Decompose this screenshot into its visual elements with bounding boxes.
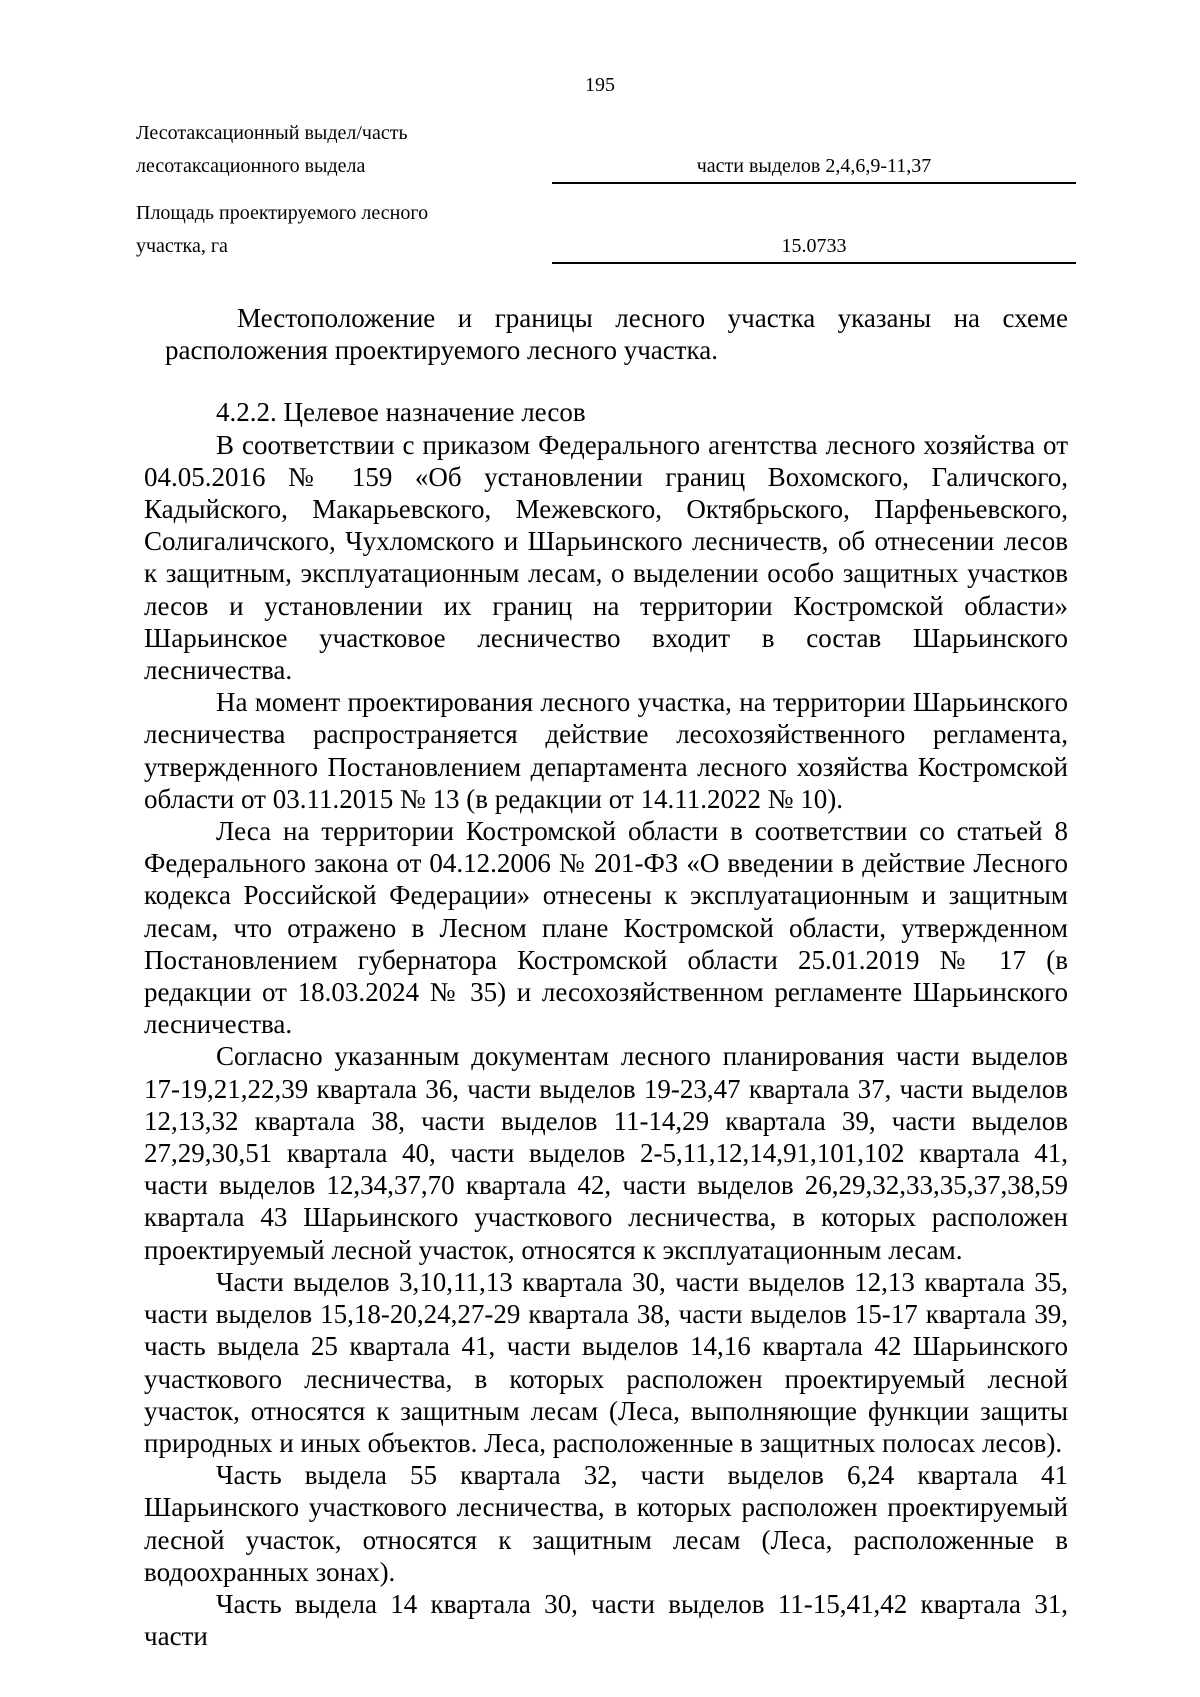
field-value-forest-plot: части выделов 2,4,6,9-11,37 [552, 154, 1076, 184]
field-label-line: участка, га [136, 235, 228, 257]
body-paragraph: В соответствии с приказом Федерального агентства лесного хозяйства от 04.05.2016 № 159 «Об установлении границ Вохомского, Галичского, Кадыйского, Макарьевского, Межевского, Октябрьского, Парфеньевского, Солигаличского, Чухломского и Шарьинского лесничеств, об отнесении лесов к защитным, эксплуатационным лесам, о выделении особо защитных участков лесов и установлении их границ на территории Костромской области» Шарьинское участковое лесничество входит в состав Шарьинского лесничества. [144, 429, 1068, 686]
body-paragraph: На момент проектирования лесного участка, на территории Шарьинского лесничества распространяется действие лесохозяйственного регламента, утвержденного Постановлением департамента лесного хозяйства Костромской области от 03.11.2015 № 13 (в редакции от 14.11.2022 № 10). [144, 687, 1068, 814]
field-label-line: Площадь проектируемого лесного [136, 202, 429, 224]
section-heading: 4.2.2. Целевое назначение лесов [216, 397, 586, 428]
field-value-area: 15.0733 [552, 234, 1076, 264]
field-row-forest-plot [136, 117, 1076, 197]
field-label-forest-plot [136, 117, 536, 183]
document-body [144, 302, 1068, 1652]
field-label-line: лесотаксационного выдела [136, 155, 366, 177]
field-label-area [136, 197, 536, 263]
page-number: 195 [585, 74, 615, 96]
field-row-area [136, 197, 1076, 277]
body-paragraph-continued: Часть выдела 14 квартала 30, части выделов 11-15,41,42 квартала 31, части [144, 1588, 1068, 1652]
body-paragraph: Леса на территории Костромской области в соответствии со статьей 8 Федерального закона от 04.12.2006 № 201-ФЗ «О введении в действие Лесного кодекса Российской Федерации» отнесены к эксплуатационным и защитным лесам, что отражено в Лесном плане Костромской области, утвержденном Постановлением губернатора Костромской области 25.01.2019 № 17 (в редакции от 18.03.2024 № 35) и лесохозяйственном регламенте Шарьинского лесничества. [144, 816, 1068, 1040]
body-paragraph: Согласно указанным документам лесного планирования части выделов 17-19,21,22,39 квартала 36, части выделов 19-23,47 квартала 37, части выделов 12,13,32 квартала 38, части выделов 11-14,29 квартала 39, части выделов 27,29,30,51 квартала 40, части выделов 2-5,11,12,14,91,101,102 квартала 41, части выделов 12,34,37,70 квартала 42, части выделов 26,29,32,33,35,37,38,59 квартала 43 Шарьинского участкового лесничества, в которых расположен проектируемый лесной участок, относятся к эксплуатационным лесам. [144, 1041, 1068, 1265]
body-paragraph: Часть выдела 55 квартала 32, части выделов 6,24 квартала 41 Шарьинского участкового лесничества, в которых расположен проектируемый лесной участок, относятся к защитным лесам (Леса, расположенные в водоохранных зонах). [144, 1460, 1068, 1587]
location-paragraph: Местоположение и границы лесного участка указаны на схеме расположения проектируемого лесного участка. [165, 303, 1068, 366]
field-label-line: Лесотаксационный выдел/часть [136, 122, 408, 144]
body-paragraph: Части выделов 3,10,11,13 квартала 30, части выделов 12,13 квартала 35, части выделов 15,18-20,24,27-29 квартала 38, части выделов 15-17 квартала 39, часть выдела 25 квартала 41, части выделов 14,16 квартала 42 Шарьинского участкового лесничества, в которых расположен проектируемый лесной участок, относятся к защитным лесам (Леса, выполняющие функции защиты природных и иных объектов. Леса, расположенные в защитных полосах лесов). [144, 1266, 1068, 1458]
